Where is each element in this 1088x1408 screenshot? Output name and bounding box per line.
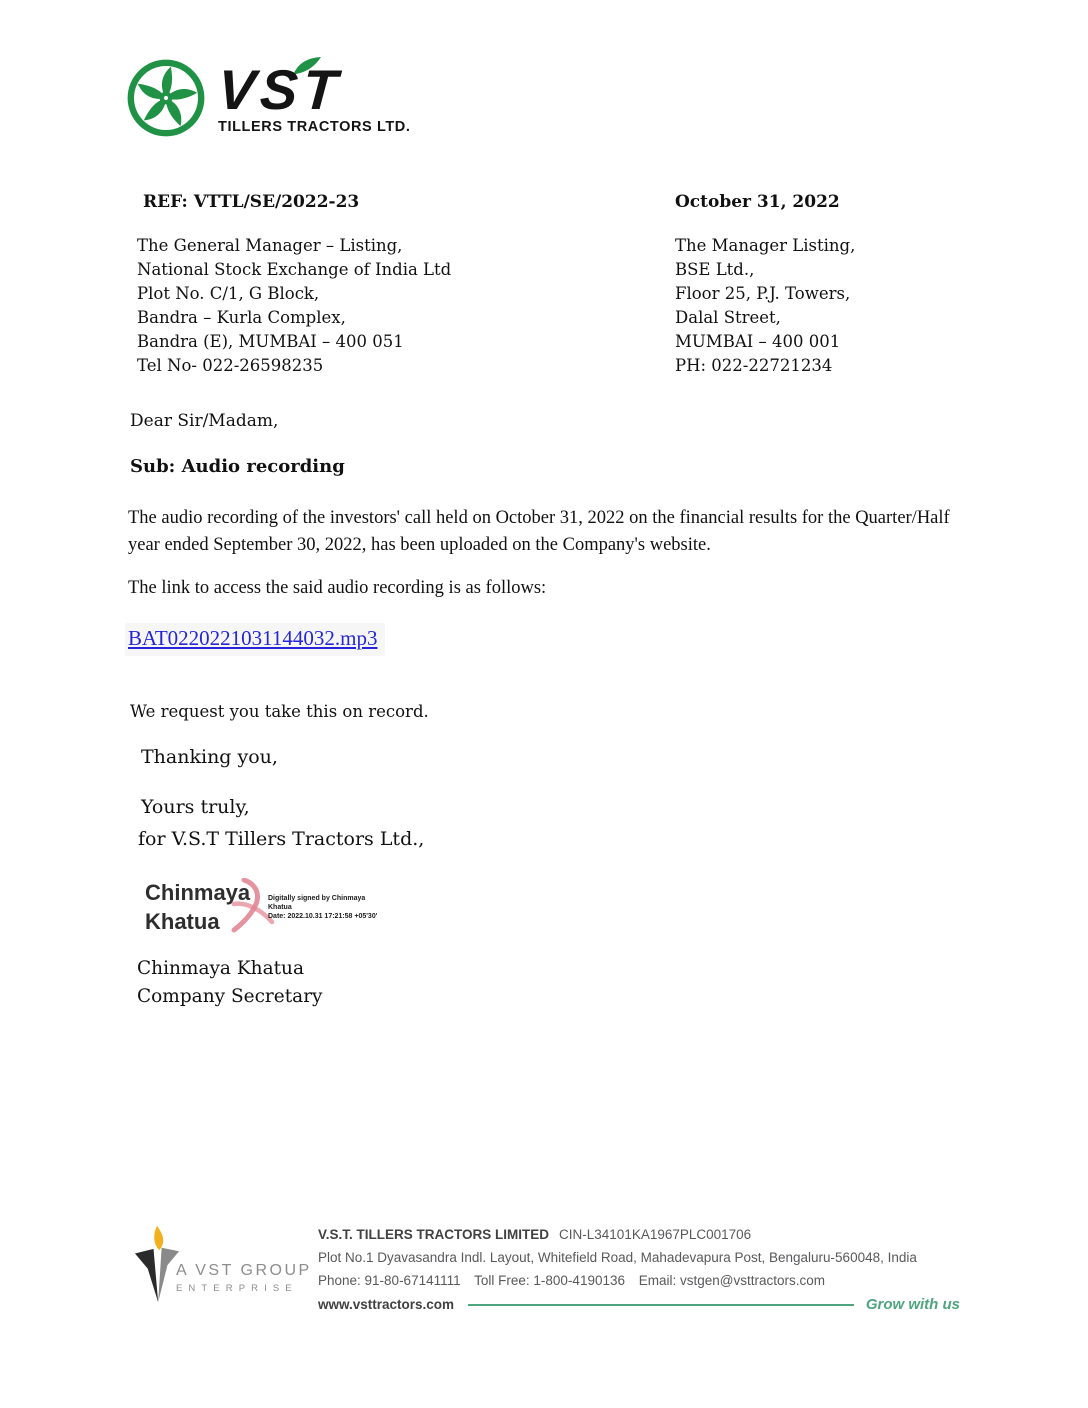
- address-line: MUMBAI – 400 001: [675, 332, 841, 351]
- company-logo: [126, 58, 411, 138]
- footer-phone: Phone: 91-80-67141111: [318, 1273, 461, 1288]
- body-paragraph: The audio recording of the investors' call held on October 31, 2022 on the financial results for the Quarter/Half year ended September 30, 2022, has been uploaded on the Company's website.: [128, 508, 950, 555]
- footer-slogan: Grow with us: [865, 1296, 960, 1313]
- reference-number: REF: VTTL/SE/2022-23: [143, 192, 360, 212]
- address-line: Floor 25, P.J. Towers,: [675, 284, 851, 303]
- closing-line: Yours truly,: [141, 796, 250, 818]
- digitally-signed-by: Digitally signed by Chinmaya Khatua: [268, 895, 366, 911]
- footer-tollfree: Toll Free: 1-800-4190136: [474, 1273, 625, 1288]
- address-line: Plot No. C/1, G Block,: [137, 284, 320, 303]
- recipient-bse: [675, 234, 855, 378]
- address-line: The Manager Listing,: [675, 236, 856, 255]
- subject-line: Sub: Audio recording: [130, 456, 345, 477]
- signature-name-line1: Chinmaya: [145, 880, 251, 905]
- thanking-line: Thanking you,: [141, 746, 278, 768]
- brand-tagline: TILLERS TRACTORS LTD.: [218, 118, 411, 135]
- letter-date: October 31, 2022: [675, 192, 840, 212]
- signatory-block: [137, 955, 323, 1011]
- address-line: National Stock Exchange of India Ltd: [137, 260, 452, 279]
- footer-address: Plot No.1 Dyavasandra Indl. Layout, Whitefield Road, Mahadevapura Post, Bengaluru-560048, India: [318, 1250, 917, 1265]
- brand-wordmark: VST: [215, 58, 345, 121]
- record-note: We request you take this on record.: [130, 702, 429, 721]
- vst-emblem-icon: [126, 58, 206, 138]
- group-name: A VST GROUP: [176, 1262, 312, 1279]
- signatory-name: Chinmaya Khatua: [137, 958, 304, 979]
- signature-date: Date: 2022.10.31 17:21:58 +05'30': [268, 913, 378, 920]
- footer-email: Email: vstgen@vsttractors.com: [638, 1273, 826, 1288]
- for-company-line: for V.S.T Tillers Tractors Ltd.,: [138, 828, 425, 850]
- audio-recording-link[interactable]: BAT0220221031144032.mp3: [128, 626, 378, 650]
- group-subtitle: ENTERPRISE: [176, 1283, 298, 1294]
- address-line: Dalal Street,: [675, 308, 781, 327]
- recipient-nse: [137, 234, 451, 378]
- audio-link-container: [125, 623, 385, 656]
- address-line: Bandra – Kurla Complex,: [137, 308, 346, 327]
- footer-divider-rule: [468, 1304, 854, 1306]
- footer-company-name: V.S.T. TILLERS TRACTORS LIMITED: [318, 1227, 550, 1242]
- signatory-title: Company Secretary: [137, 986, 323, 1007]
- address-line: Tel No- 022-26598235: [137, 356, 324, 375]
- address-line: PH: 022-22721234: [675, 356, 833, 375]
- address-line: The General Manager – Listing,: [137, 236, 403, 255]
- footer-website: www.vsttractors.com: [318, 1297, 455, 1312]
- link-intro-text: The link to access the said audio recording is as follows:: [128, 578, 547, 598]
- signature-name-line2: Khatua: [145, 909, 220, 934]
- footer-cin: CIN-L34101KA1967PLC001706: [559, 1227, 752, 1242]
- vst-group-wordmark: [176, 1262, 312, 1294]
- digital-signature-details: [268, 894, 388, 921]
- address-line: Bandra (E), MUMBAI – 400 051: [137, 332, 404, 351]
- address-line: BSE Ltd.,: [675, 260, 755, 279]
- footer-company-info: [318, 1224, 960, 1315]
- salutation: Dear Sir/Madam,: [130, 411, 279, 431]
